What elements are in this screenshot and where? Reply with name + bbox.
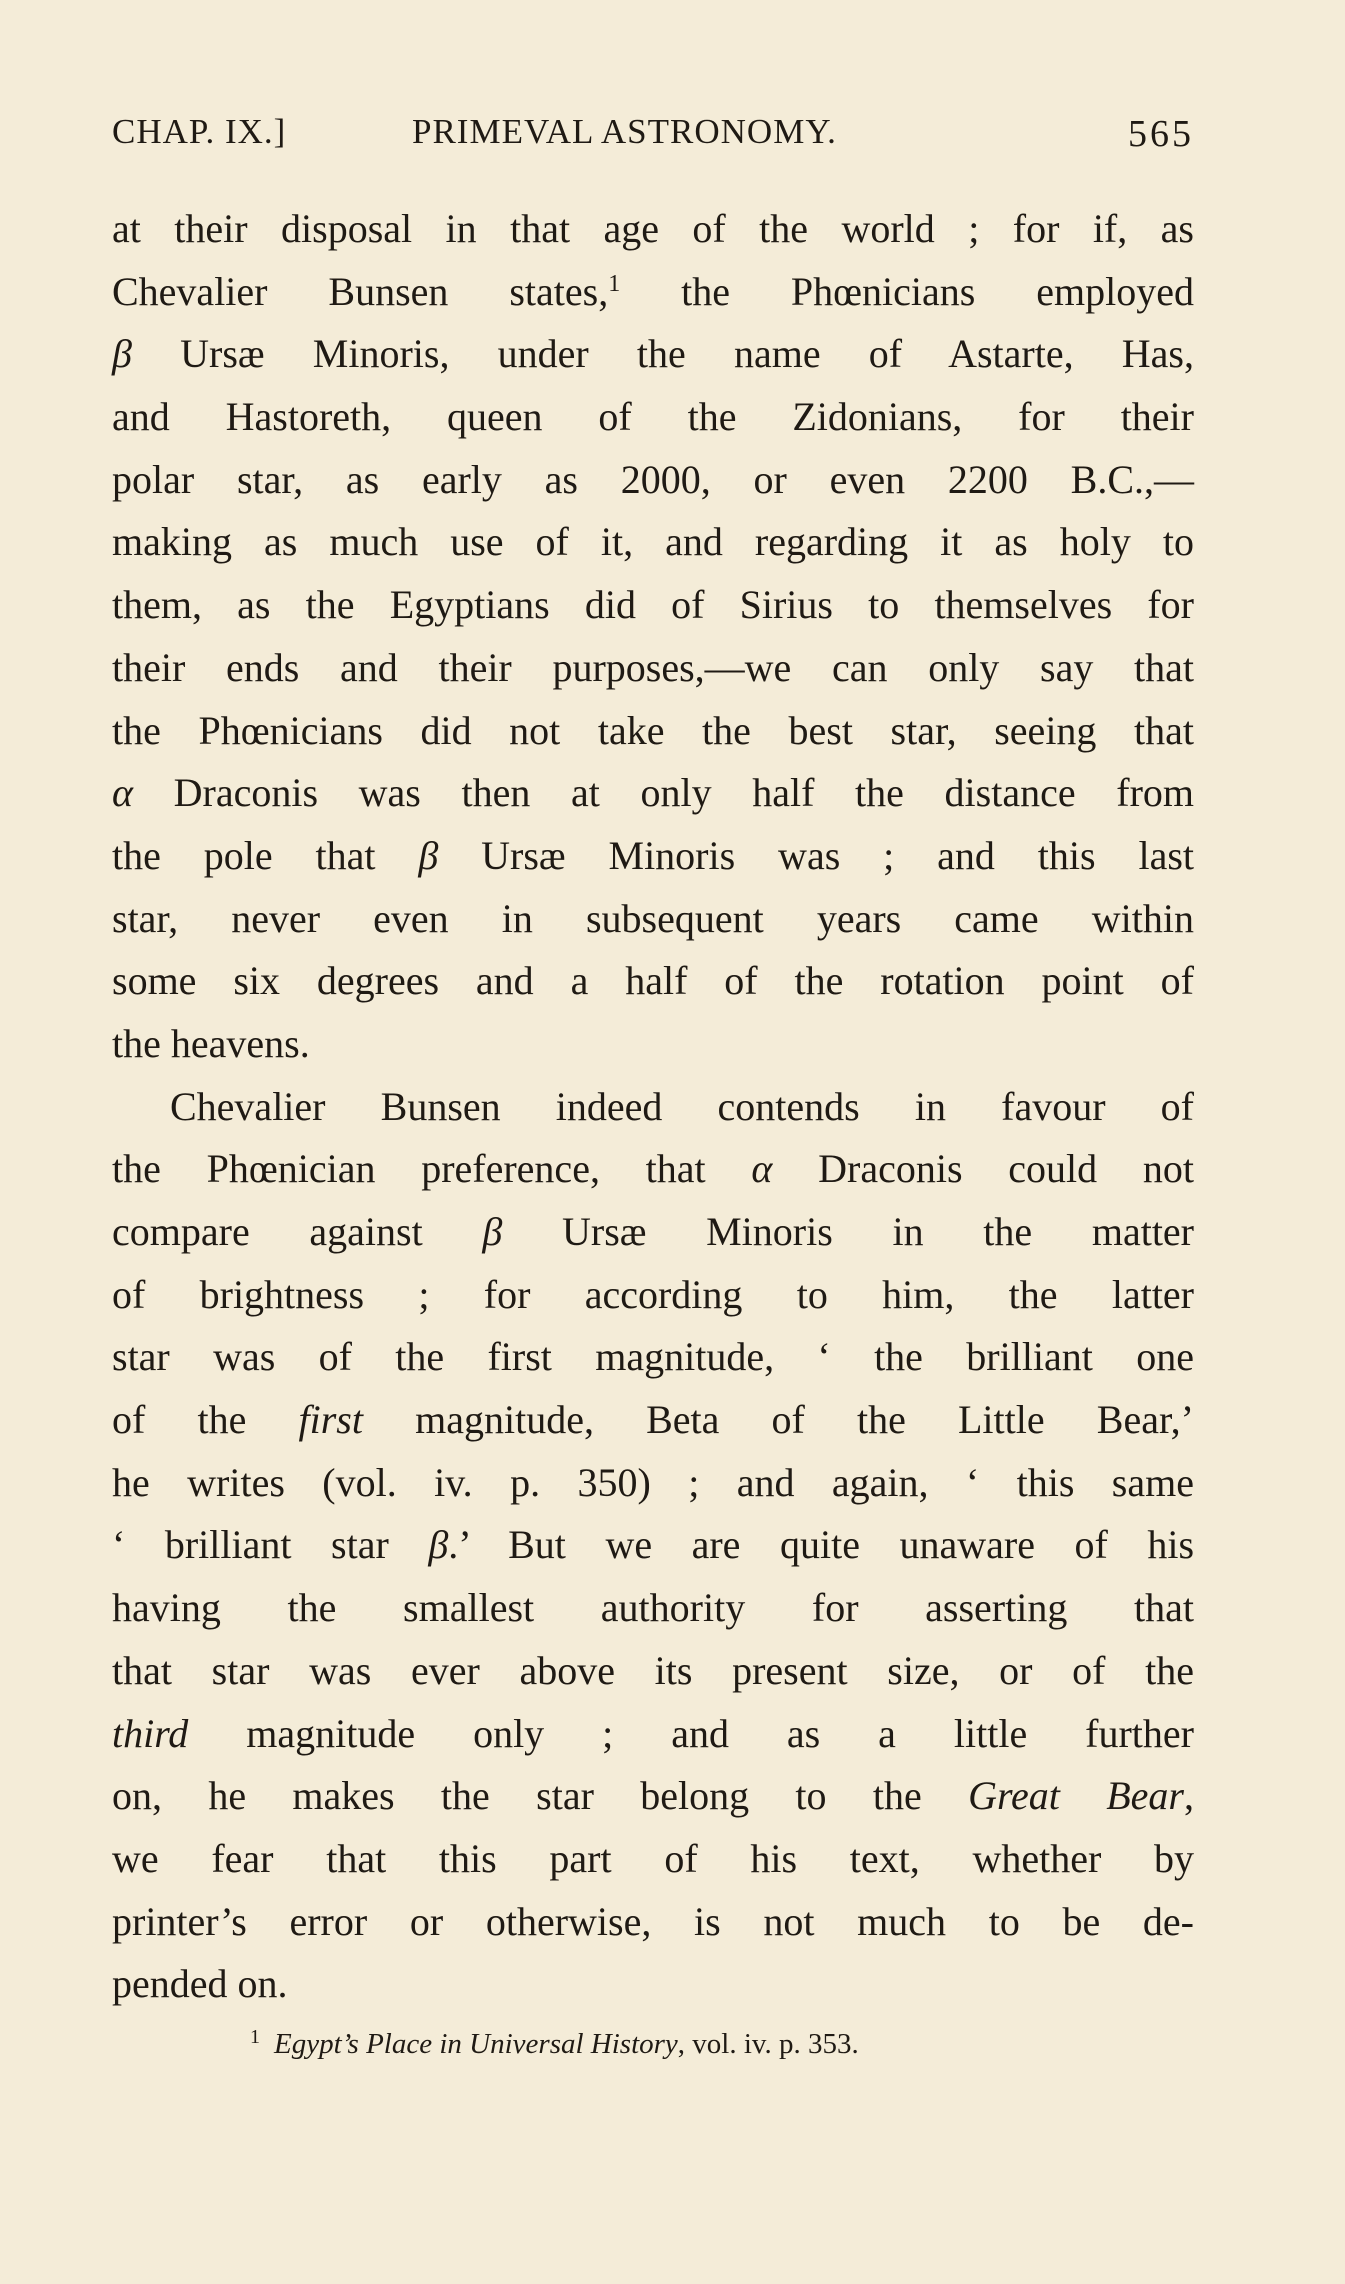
text-span: we fear that this part of his text, whether by — [112, 1835, 1194, 1881]
text-line — [112, 1828, 1194, 1891]
text-span: he writes (vol. iv. p. 350) ; and again, ‘ this same — [112, 1459, 1194, 1505]
text-line — [112, 1076, 1194, 1139]
text-line — [112, 825, 1194, 888]
text-span: their ends and their purposes,—we can only say that — [112, 644, 1194, 690]
italic-text: β — [112, 331, 132, 377]
text-span: on, he makes the star belong to the — [112, 1773, 969, 1819]
text-span: the pole that — [112, 832, 419, 878]
text-span: , — [1184, 1773, 1194, 1819]
text-line — [112, 386, 1194, 449]
footnote — [250, 2026, 859, 2061]
text-span: that star was ever above its present size, or of the — [112, 1647, 1194, 1693]
footnote-citation-title: Egypt’s Place in Universal History — [274, 2028, 678, 2060]
text-span: at their disposal in that age of the world ; for if, as — [112, 206, 1194, 251]
text-span: Ursæ Minoris in the matter — [502, 1209, 1195, 1254]
text-line — [112, 323, 1194, 386]
text-line — [112, 637, 1194, 700]
text-span: of the — [112, 1397, 299, 1443]
italic-text: first — [298, 1397, 363, 1443]
text-line — [112, 1703, 1194, 1766]
text-span: them, as the Egyptians did of Sirius to themselves for — [112, 582, 1194, 628]
text-span: Ursæ Minoris was ; and this last — [438, 832, 1194, 878]
text-line — [112, 1891, 1194, 1954]
text-line — [112, 1452, 1194, 1515]
text-span: pended on. — [112, 1961, 288, 2007]
text-line — [112, 1326, 1194, 1389]
text-line — [112, 1201, 1194, 1264]
body-text — [112, 198, 1194, 2016]
italic-text: α — [112, 770, 133, 816]
text-line — [112, 888, 1194, 951]
text-line — [112, 574, 1194, 637]
text-line — [112, 950, 1194, 1013]
text-line — [112, 1765, 1194, 1828]
footnote-mark: 1 — [250, 2026, 260, 2048]
italic-text: third — [112, 1710, 189, 1756]
text-span: and Hastoreth, queen of the Zidonians, for their — [112, 394, 1194, 440]
text-span: magnitude only ; and as a little further — [188, 1710, 1194, 1756]
text-span: the heavens. — [112, 1020, 310, 1066]
italic-text: β — [482, 1209, 503, 1254]
text-span: Draconis could not — [772, 1146, 1194, 1192]
italic-text: β — [428, 1522, 449, 1568]
text-line — [112, 1577, 1194, 1640]
page-number: 565 — [1128, 113, 1194, 155]
chapter-label: CHAP. IX.] — [112, 112, 287, 151]
text-line — [112, 1389, 1194, 1452]
text-span: polar star, as early as 2000, or even 2200 B.C.,— — [112, 456, 1194, 502]
running-title: PRIMEVAL ASTRONOMY. — [412, 112, 837, 151]
text-line — [112, 511, 1194, 574]
text-span: star, never even in subsequent years came within — [112, 895, 1194, 941]
running-header — [112, 112, 1194, 162]
text-span: Chevalier Bunsen indeed contends in favour of — [170, 1083, 1194, 1129]
text-line — [112, 1013, 1194, 1076]
text-span: Ursæ Minoris, under the name of Astarte, Has, — [131, 331, 1194, 377]
footnote-text: , vol. iv. p. 353. — [677, 2028, 859, 2060]
text-span: having the smallest authority for asserting that — [112, 1585, 1194, 1631]
text-line — [112, 1953, 1194, 2016]
italic-text: α — [751, 1146, 773, 1192]
text-line — [112, 1264, 1194, 1327]
text-span: ‘ brilliant star — [112, 1522, 429, 1568]
text-line — [112, 449, 1194, 512]
text-span: of brightness ; for according to him, the latter — [112, 1271, 1194, 1317]
text-line — [112, 1138, 1194, 1201]
text-line — [112, 198, 1194, 261]
text-line — [112, 1514, 1194, 1577]
text-span: the Phœnicians employed — [620, 268, 1194, 314]
text-span: magnitude, Beta of the Little Bear,’ — [362, 1397, 1194, 1443]
text-line — [112, 261, 1194, 324]
text-span: printer’s error or otherwise, is not much to be de- — [112, 1898, 1194, 1944]
italic-text: β — [418, 832, 439, 878]
text-line — [112, 762, 1194, 825]
text-line — [112, 700, 1194, 763]
text-span: .’ But we are quite unaware of his — [448, 1522, 1195, 1568]
text-span: Chevalier Bunsen states, — [112, 268, 609, 314]
text-span: the Phœnicians did not take the best star, seeing that — [112, 707, 1194, 753]
text-span: compare against — [112, 1209, 483, 1254]
text-span: Draconis was then at only half the distance from — [133, 770, 1194, 816]
text-span: making as much use of it, and regarding it as holy to — [112, 519, 1194, 565]
text-span: the Phœnician preference, that — [112, 1146, 752, 1192]
italic-text: Great Bear — [968, 1773, 1184, 1819]
text-span: star was of the first magnitude, ‘ the brilliant one — [112, 1334, 1194, 1380]
footnote-reference: 1 — [608, 270, 621, 297]
text-line — [112, 1640, 1194, 1703]
text-span: some six degrees and a half of the rotation point of — [112, 958, 1194, 1004]
